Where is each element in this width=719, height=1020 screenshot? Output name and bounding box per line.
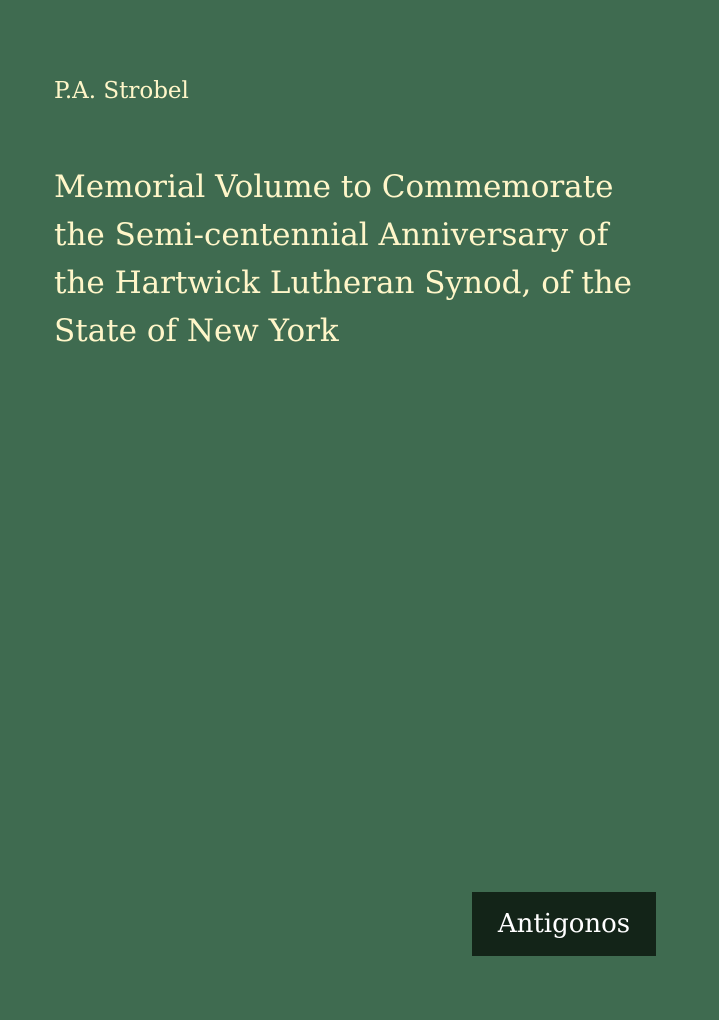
book-title (54, 163, 664, 355)
author-name: P.A. Strobel (54, 78, 189, 104)
title-line: the Semi-centennial Anniversary of (54, 217, 609, 253)
title-line: the Hartwick Lutheran Synod, of the (54, 265, 632, 301)
publisher-name: Antigonos (497, 909, 631, 939)
title-line: Memorial Volume to Commemorate (54, 169, 614, 205)
publisher-badge (472, 892, 656, 956)
title-line: State of New York (54, 313, 339, 349)
